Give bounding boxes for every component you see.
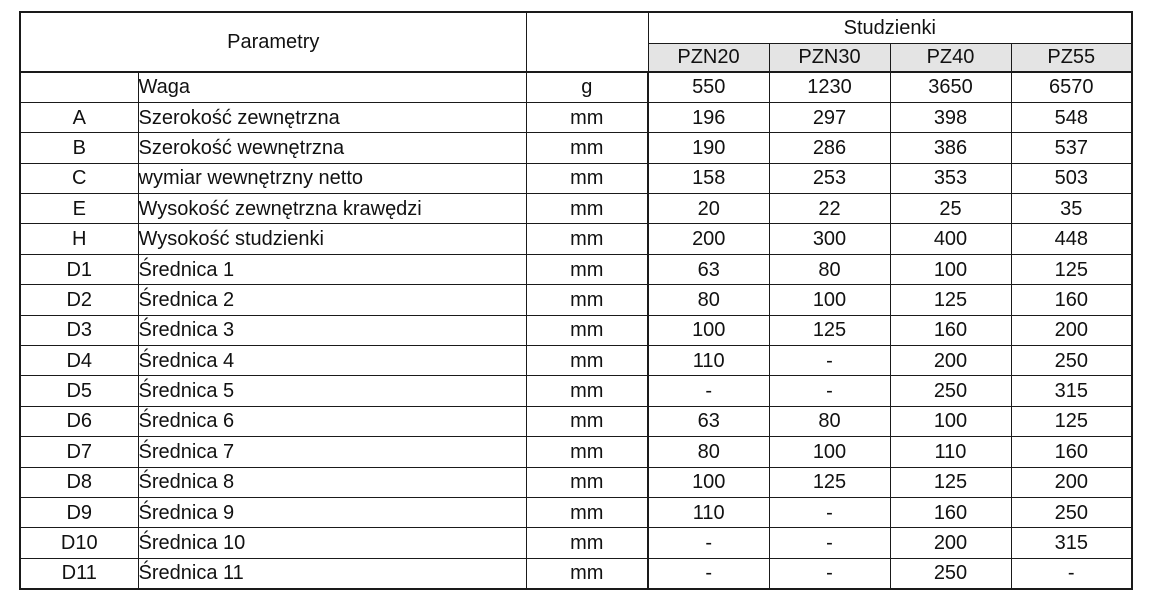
param-name-cell: Średnica 3 <box>138 315 526 345</box>
param-code-cell: D9 <box>20 497 138 527</box>
value-cell: 448 <box>1011 224 1132 254</box>
param-name-cell: Średnica 8 <box>138 467 526 497</box>
param-name-cell: Szerokość zewnętrzna <box>138 102 526 132</box>
param-name-cell: Średnica 1 <box>138 254 526 284</box>
value-cell: 100 <box>769 437 890 467</box>
unit-cell: mm <box>526 315 648 345</box>
value-cell: 125 <box>1011 254 1132 284</box>
value-cell: 300 <box>769 224 890 254</box>
value-cell: 200 <box>1011 467 1132 497</box>
unit-cell: mm <box>526 285 648 315</box>
value-cell: 550 <box>648 72 769 102</box>
value-cell: 297 <box>769 102 890 132</box>
param-name-cell: Średnica 5 <box>138 376 526 406</box>
param-name-cell: Szerokość wewnętrzna <box>138 133 526 163</box>
param-code-cell: D1 <box>20 254 138 284</box>
spec-table <box>19 11 1133 590</box>
table-row <box>20 437 1132 467</box>
param-name-cell: Wysokość zewnętrzna krawędzi <box>138 194 526 224</box>
value-cell: 386 <box>890 133 1011 163</box>
value-cell: 110 <box>648 497 769 527</box>
table-row <box>20 72 1132 102</box>
value-cell: 250 <box>890 376 1011 406</box>
unit-cell: mm <box>526 467 648 497</box>
value-cell: 63 <box>648 406 769 436</box>
table-body <box>20 72 1132 589</box>
value-cell: 1230 <box>769 72 890 102</box>
value-cell: 100 <box>648 315 769 345</box>
value-cell: - <box>769 558 890 588</box>
value-cell: 160 <box>1011 437 1132 467</box>
value-cell: 200 <box>1011 315 1132 345</box>
param-name-cell: Średnica 6 <box>138 406 526 436</box>
header-row-1 <box>20 12 1132 43</box>
param-code-cell: C <box>20 163 138 193</box>
param-name-cell: Średnica 11 <box>138 558 526 588</box>
param-name-cell: Waga <box>138 72 526 102</box>
value-cell: 250 <box>890 558 1011 588</box>
param-code-cell: A <box>20 102 138 132</box>
value-cell: 158 <box>648 163 769 193</box>
value-cell: 22 <box>769 194 890 224</box>
value-cell: 315 <box>1011 528 1132 558</box>
unit-cell: mm <box>526 346 648 376</box>
value-cell: - <box>648 376 769 406</box>
value-cell: 20 <box>648 194 769 224</box>
unit-cell: mm <box>526 102 648 132</box>
param-code-cell: D2 <box>20 285 138 315</box>
value-cell: - <box>648 528 769 558</box>
unit-cell: mm <box>526 194 648 224</box>
unit-cell: mm <box>526 133 648 163</box>
table-row <box>20 406 1132 436</box>
param-name-cell: Średnica 9 <box>138 497 526 527</box>
value-cell: 190 <box>648 133 769 163</box>
wells-group-header: Studzienki <box>648 12 1132 43</box>
value-cell: 398 <box>890 102 1011 132</box>
model-header: PZ55 <box>1011 43 1132 72</box>
param-name-cell: Średnica 4 <box>138 346 526 376</box>
param-code-cell: D3 <box>20 315 138 345</box>
value-cell: 125 <box>1011 406 1132 436</box>
spec-table-frame <box>19 11 1131 589</box>
param-code-cell: D7 <box>20 437 138 467</box>
value-cell: 100 <box>890 406 1011 436</box>
unit-cell: mm <box>526 437 648 467</box>
table-row <box>20 315 1132 345</box>
value-cell: - <box>769 346 890 376</box>
table-row <box>20 224 1132 254</box>
value-cell: 160 <box>890 315 1011 345</box>
value-cell: - <box>769 376 890 406</box>
param-code-cell: D10 <box>20 528 138 558</box>
table-row <box>20 497 1132 527</box>
table-header <box>20 12 1132 72</box>
value-cell: 110 <box>648 346 769 376</box>
value-cell: 253 <box>769 163 890 193</box>
value-cell: 200 <box>890 528 1011 558</box>
unit-cell: mm <box>526 254 648 284</box>
param-name-cell: wymiar wewnętrzny netto <box>138 163 526 193</box>
model-header: PZN20 <box>648 43 769 72</box>
value-cell: 6570 <box>1011 72 1132 102</box>
table-row <box>20 558 1132 588</box>
table-row <box>20 194 1132 224</box>
value-cell: 548 <box>1011 102 1132 132</box>
value-cell: 125 <box>890 285 1011 315</box>
value-cell: 400 <box>890 224 1011 254</box>
value-cell: 196 <box>648 102 769 132</box>
param-name-cell: Wysokość studzienki <box>138 224 526 254</box>
value-cell: 80 <box>769 406 890 436</box>
param-code-cell: H <box>20 224 138 254</box>
value-cell: 35 <box>1011 194 1132 224</box>
value-cell: 353 <box>890 163 1011 193</box>
table-row <box>20 346 1132 376</box>
value-cell: 100 <box>648 467 769 497</box>
unit-cell: mm <box>526 558 648 588</box>
unit-cell: mm <box>526 376 648 406</box>
value-cell: 3650 <box>890 72 1011 102</box>
param-code-cell: E <box>20 194 138 224</box>
value-cell: 160 <box>1011 285 1132 315</box>
value-cell: 80 <box>648 285 769 315</box>
value-cell: 160 <box>890 497 1011 527</box>
model-header: PZ40 <box>890 43 1011 72</box>
value-cell: 100 <box>769 285 890 315</box>
value-cell: 503 <box>1011 163 1132 193</box>
value-cell: - <box>769 497 890 527</box>
table-row <box>20 102 1132 132</box>
value-cell: 25 <box>890 194 1011 224</box>
value-cell: 63 <box>648 254 769 284</box>
param-code-cell: D11 <box>20 558 138 588</box>
parameters-header: Parametry <box>20 12 526 72</box>
table-row <box>20 528 1132 558</box>
unit-cell: mm <box>526 497 648 527</box>
value-cell: 315 <box>1011 376 1132 406</box>
param-code-cell: D5 <box>20 376 138 406</box>
value-cell: - <box>769 528 890 558</box>
table-row <box>20 376 1132 406</box>
param-name-cell: Średnica 10 <box>138 528 526 558</box>
value-cell: 125 <box>769 467 890 497</box>
value-cell: 80 <box>648 437 769 467</box>
value-cell: - <box>1011 558 1132 588</box>
value-cell: 110 <box>890 437 1011 467</box>
unit-cell: mm <box>526 163 648 193</box>
value-cell: 200 <box>890 346 1011 376</box>
unit-cell: mm <box>526 528 648 558</box>
unit-cell: mm <box>526 406 648 436</box>
value-cell: 80 <box>769 254 890 284</box>
value-cell: 250 <box>1011 497 1132 527</box>
table-row <box>20 254 1132 284</box>
table-row <box>20 133 1132 163</box>
param-code-cell: D4 <box>20 346 138 376</box>
param-code-cell <box>20 72 138 102</box>
value-cell: 200 <box>648 224 769 254</box>
value-cell: 100 <box>890 254 1011 284</box>
param-name-cell: Średnica 7 <box>138 437 526 467</box>
value-cell: 537 <box>1011 133 1132 163</box>
value-cell: 125 <box>890 467 1011 497</box>
unit-header <box>526 12 648 72</box>
model-header: PZN30 <box>769 43 890 72</box>
param-code-cell: D8 <box>20 467 138 497</box>
table-row <box>20 163 1132 193</box>
param-name-cell: Średnica 2 <box>138 285 526 315</box>
unit-cell: mm <box>526 224 648 254</box>
param-code-cell: D6 <box>20 406 138 436</box>
value-cell: 286 <box>769 133 890 163</box>
table-row <box>20 285 1132 315</box>
param-code-cell: B <box>20 133 138 163</box>
unit-cell: g <box>526 72 648 102</box>
table-row <box>20 467 1132 497</box>
value-cell: 125 <box>769 315 890 345</box>
value-cell: - <box>648 558 769 588</box>
value-cell: 250 <box>1011 346 1132 376</box>
